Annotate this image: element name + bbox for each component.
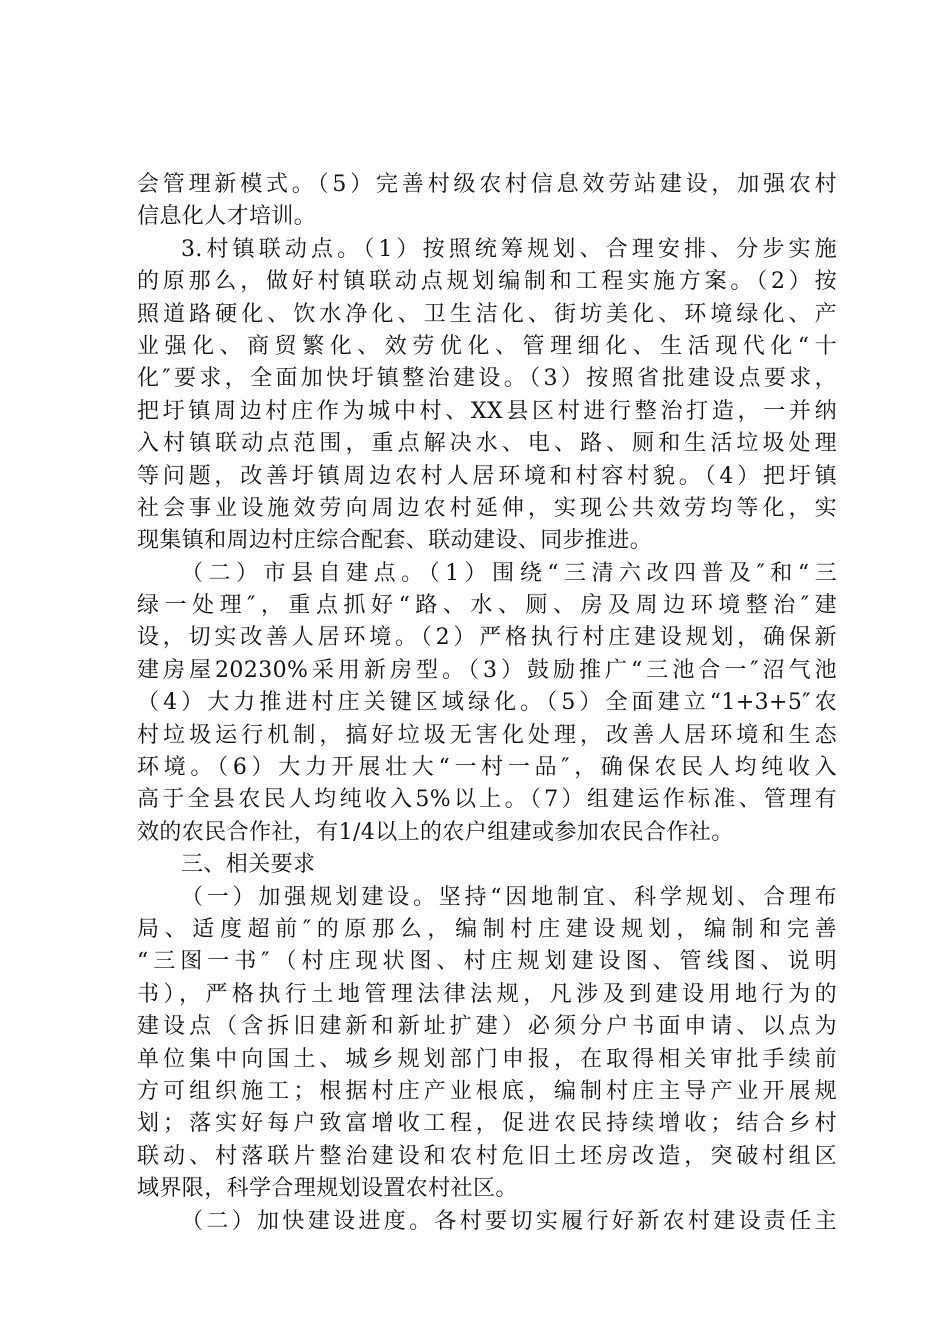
text-line: 会管理新模式。（5）完善村级农村信息效劳站建设，加强农村 <box>137 172 837 197</box>
text-line: 业强化、商贸繁化、效劳优化、管理细化、生活现代化“十 <box>137 333 837 359</box>
text-line: 等问题，改善圩镇周边农村人居环境和村容村貌。（4）把圩镇 <box>137 463 837 489</box>
text-line: 社会事业设施效劳向周边农村延伸，实现公共效劳均等化，实 <box>137 495 837 521</box>
text-line: （4）大力推进村庄关键区域绿化。（5）全面建立“1+3+5″农 <box>137 690 837 716</box>
text-line: 高于全县农民人均纯收入5%以上。（7）组建运作标准、管理有 <box>137 787 837 813</box>
text-line: 入村镇联动点范围，重点解决水、电、路、厕和生活垃圾处理 <box>137 431 837 457</box>
text-line: 效的农民合作社，有1/4以上的农户组建或参加农民合作社。 <box>137 819 734 845</box>
text-line: （一）加强规划建设。坚持“因地制宜、科学规划、合理布 <box>181 884 837 910</box>
text-line: 绿一处理″，重点抓好“路、水、厕、房及周边环境整治″建 <box>137 593 837 619</box>
text-line: 方可组织施工；根据村庄产业根底，编制村庄主导产业开展规 <box>137 1078 837 1104</box>
text-line: 环境。（6）大力开展壮大“一村一品″，确保农民人均纯收入 <box>137 755 837 781</box>
section-heading: 三、相关要求 <box>181 852 316 878</box>
text-line: 设，切实改善人居环境。（2）严格执行村庄建设规划，确保新 <box>137 625 837 651</box>
text-line: 把圩镇周边村庄作为城中村、XX县区村进行整治打造，一并纳 <box>137 398 837 424</box>
text-line: 书），严格执行土地管理法律法规，凡涉及到建设用地行为的 <box>137 981 837 1007</box>
body-text <box>137 169 837 1238</box>
text-line: 照道路硬化、饮水净化、卫生洁化、街坊美化、环境绿化、产 <box>137 301 837 327</box>
text-line: 建设点（含拆旧建新和新址扩建）必须分户书面申请、以点为 <box>137 1014 837 1040</box>
text-line: 局、适度超前″的原那么，编制村庄建设规划，编制和完善 <box>137 916 837 942</box>
text-line: 信息化人才培训。 <box>137 204 317 230</box>
text-line: 域界限，科学合理规划设置农村社区。 <box>137 1176 518 1202</box>
text-line: 划；落实好每户致富增收工程，促进农民持续增收；结合乡村 <box>137 1111 837 1137</box>
text-line: （二）市县自建点。（1）围绕“三清六改四普及″和“三 <box>181 560 837 586</box>
text-line: 联动、村落联片整治建设和农村危旧土坯房改造，突破村组区 <box>137 1143 837 1169</box>
text-line: 化″要求，全面加快圩镇整治建设。（3）按照省批建设点要求， <box>137 366 837 392</box>
text-line: 单位集中向国土、城乡规划部门申报，在取得相关审批手续前 <box>137 1046 837 1072</box>
text-line: （二）加快建设进度。各村要切实履行好新农村建设责任主 <box>181 1208 837 1234</box>
text-line: 3.村镇联动点。（1）按照统筹规划、合理安排、分步实施 <box>181 236 837 262</box>
text-line: 现集镇和周边村庄综合配套、联动建设、同步推进。 <box>137 528 653 554</box>
text-line: 村垃圾运行机制，搞好垃圾无害化处理，改善人居环境和生态 <box>137 722 837 748</box>
text-line: “三图一书″（村庄现状图、村庄规划建设图、管线图、说明 <box>137 949 837 975</box>
text-line: 建房屋20230%采用新房型。（3）鼓励推广“三池合一″沼气池 <box>137 657 837 683</box>
text-line: 的原那么，做好村镇联动点规划编制和工程实施方案。（2）按 <box>137 269 837 295</box>
